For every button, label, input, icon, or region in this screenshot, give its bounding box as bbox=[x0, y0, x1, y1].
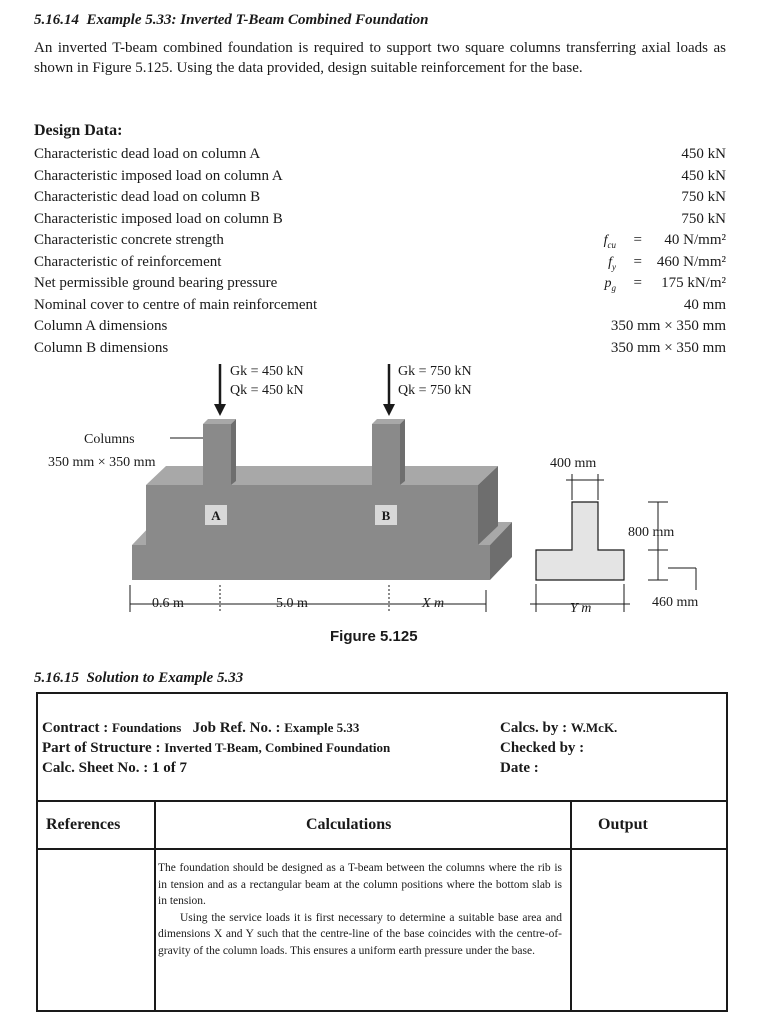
column-divider bbox=[570, 802, 572, 1010]
dim-460: 460 mm bbox=[652, 595, 699, 610]
calc-sheet-body bbox=[38, 802, 726, 1010]
design-data-row bbox=[34, 187, 726, 209]
equals-sign: = bbox=[633, 253, 642, 270]
base-slab-front bbox=[132, 545, 490, 580]
design-data-table bbox=[34, 144, 726, 359]
sheet-value: 1 of 7 bbox=[151, 760, 187, 776]
load-arrowhead-a bbox=[214, 404, 226, 416]
contract-label: Contract : bbox=[42, 720, 112, 736]
symbol-fy: $f_y$ bbox=[608, 254, 616, 272]
design-data-value: 460 N/mm² bbox=[656, 253, 726, 270]
header-divider bbox=[38, 848, 726, 850]
equals-sign: = bbox=[633, 275, 642, 291]
column-a-top bbox=[203, 419, 236, 424]
checked-by-label: Checked by : bbox=[500, 740, 585, 756]
contract-value: Foundations bbox=[111, 720, 182, 735]
jobref-label: Job Ref. No. : bbox=[192, 720, 285, 736]
design-data-label: Column A dimensions bbox=[34, 318, 168, 334]
dim-800: 800 mm bbox=[628, 525, 675, 540]
design-data-value: 40 mm bbox=[683, 296, 726, 313]
calcs-by-line bbox=[500, 718, 617, 738]
section-title: Solution to Example 5.33 bbox=[86, 670, 244, 686]
calc-sheet-header bbox=[38, 694, 726, 802]
calculations-column-header: Calculations bbox=[306, 816, 392, 833]
section-heading bbox=[34, 12, 428, 29]
references-column-header: References bbox=[46, 816, 121, 833]
design-data-label: Characteristic imposed load on column A bbox=[34, 167, 283, 184]
column-a-front bbox=[203, 424, 231, 485]
calc-paragraph: Using the service loads it is first necessary to determine a suitable base area and dimensions X and Y such that the centre-line of the base coincides with the centre-of-gravity of the column loads. This ensures a uniform earth pressure under the base. bbox=[158, 911, 562, 957]
label-b: B bbox=[381, 508, 391, 523]
columns-dimensions: 350 mm × 350 mm bbox=[48, 455, 156, 470]
load-b-imposed: Qk = 750 kN bbox=[398, 383, 472, 398]
equals-sign: = bbox=[633, 232, 642, 248]
design-data-row bbox=[34, 166, 726, 188]
design-data-row bbox=[34, 252, 726, 274]
load-a-imposed: Qk = 450 kN bbox=[230, 383, 304, 398]
calc-header-right bbox=[500, 718, 617, 778]
column-divider bbox=[154, 802, 156, 1010]
calc-header-left bbox=[42, 718, 390, 778]
load-a-dead: Gk = 450 kN bbox=[230, 364, 304, 379]
design-data-row bbox=[34, 273, 726, 295]
design-data-label: Characteristic concrete strength bbox=[34, 232, 224, 248]
calc-paragraph: The foundation should be designed as a T-beam between the columns where the rib is in tension and as a rectangular beam at the column positions where the bottom slab is in tension. bbox=[158, 862, 562, 907]
section-number: 5.16.14 bbox=[34, 12, 79, 28]
label-a: A bbox=[211, 508, 221, 523]
column-b-side bbox=[400, 419, 405, 485]
sheet-line bbox=[42, 758, 390, 778]
design-data-label: Net permissible ground bearing pressure bbox=[34, 275, 278, 291]
columns-label: Columns bbox=[84, 432, 135, 447]
dim-5-0: 5.0 m bbox=[276, 596, 308, 611]
column-b-top bbox=[372, 419, 405, 424]
output-column-header: Output bbox=[598, 816, 648, 833]
column-b-front bbox=[372, 424, 400, 485]
dim-400: 400 mm bbox=[550, 456, 597, 471]
load-b-dead: Gk = 750 kN bbox=[398, 364, 472, 379]
design-data-value: 750 kN bbox=[681, 189, 726, 205]
part-label: Part of Structure : bbox=[42, 740, 165, 756]
symbol-fcu: $f_{cu}$ bbox=[603, 233, 616, 250]
dim-x: X m bbox=[422, 596, 445, 611]
part-value: Inverted T-Beam, Combined Foundation bbox=[164, 740, 391, 755]
design-data-label: Characteristic of reinforcement bbox=[34, 253, 222, 270]
calculations-text bbox=[158, 860, 562, 959]
design-data-row bbox=[34, 144, 726, 166]
calcs-by-label: Calcs. by : bbox=[500, 720, 571, 736]
design-data-value: 750 kN bbox=[681, 210, 726, 227]
rib-top bbox=[146, 466, 498, 485]
design-data-label: Nominal cover to centre of main reinforcement bbox=[34, 296, 318, 313]
foundation-figure bbox=[0, 356, 768, 656]
section-number: 5.16.15 bbox=[34, 670, 79, 686]
design-data-row bbox=[34, 295, 726, 317]
design-data-label: Characteristic dead load on column A bbox=[34, 146, 261, 162]
design-data-row bbox=[34, 209, 726, 231]
design-data-value: 450 kN bbox=[681, 146, 726, 162]
design-data-row bbox=[34, 316, 726, 338]
section-heading bbox=[34, 670, 243, 687]
design-data-value: 350 mm × 350 mm bbox=[610, 339, 726, 356]
calcs-by-value: W.McK. bbox=[570, 720, 618, 735]
design-data-value: 450 kN bbox=[681, 167, 726, 184]
dim-0-6: 0.6 m bbox=[152, 596, 184, 611]
design-data-title: Design Data: bbox=[34, 122, 123, 139]
sheet-label: Calc. Sheet No. : bbox=[42, 760, 152, 776]
design-data-value: 350 mm × 350 mm bbox=[610, 318, 726, 334]
contract-line bbox=[42, 718, 390, 738]
intro-paragraph: An inverted T-beam combined foundation is required to support two square columns transferring axial loads as shown in Figure 5.125. Using the data provided, design suitable reinforcement for the base. bbox=[34, 40, 726, 76]
rib-front bbox=[146, 485, 478, 545]
date-label: Date : bbox=[500, 760, 539, 776]
design-data-label: Characteristic imposed load on column B bbox=[34, 210, 283, 227]
calc-sheet bbox=[36, 692, 728, 1012]
column-a-side bbox=[231, 419, 236, 485]
section-title: Example 5.33: Inverted T-Beam Combined Foundation bbox=[86, 12, 429, 28]
cross-section bbox=[536, 502, 624, 580]
dim-y: Y m bbox=[570, 601, 592, 616]
figure-caption: Figure 5.125 bbox=[330, 628, 418, 645]
design-data-label: Column B dimensions bbox=[34, 339, 169, 356]
design-data-value: 175 kN/m² bbox=[661, 275, 726, 291]
design-data-label: Characteristic dead load on column B bbox=[34, 189, 261, 205]
design-data-row bbox=[34, 230, 726, 252]
load-arrowhead-b bbox=[383, 404, 395, 416]
symbol-pg: $p_g$ bbox=[604, 276, 616, 293]
jobref-value: Example 5.33 bbox=[284, 720, 360, 735]
part-line bbox=[42, 738, 390, 758]
design-data-value: 40 N/mm² bbox=[664, 232, 726, 248]
